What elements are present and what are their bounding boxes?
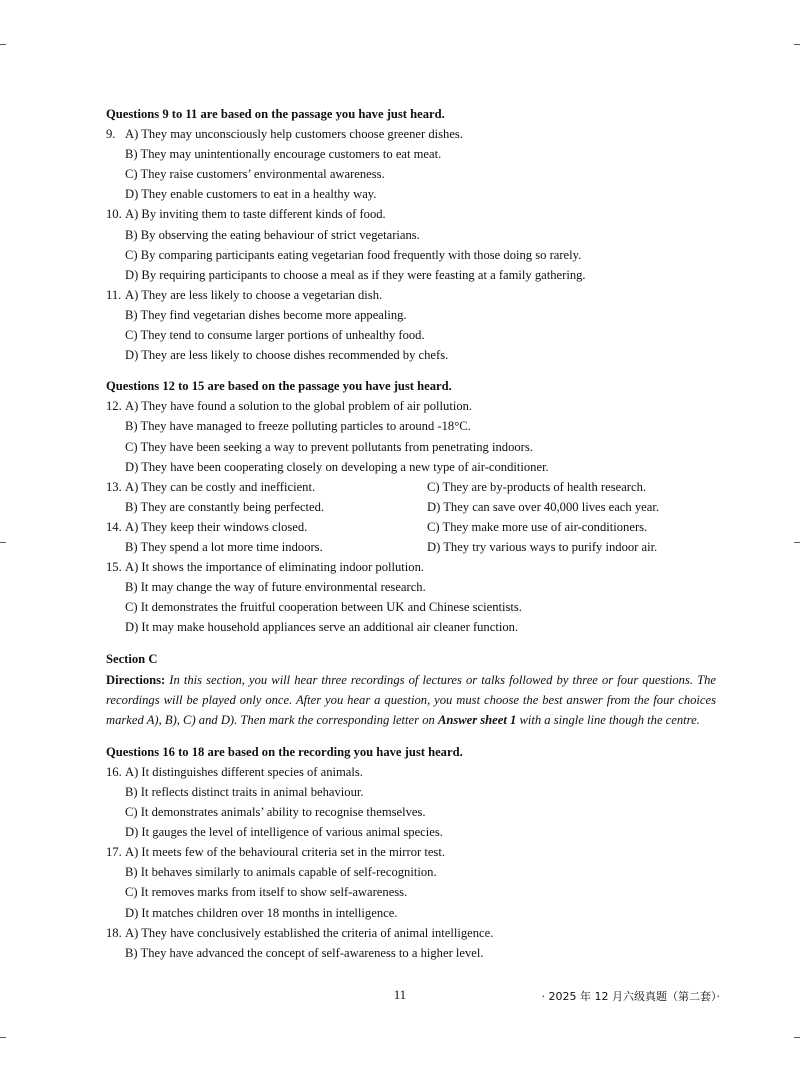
crop-mark <box>794 1037 800 1038</box>
question-line <box>106 782 716 802</box>
option-d: D) They try various ways to purify indoor air. <box>427 539 658 554</box>
option-a: A) It shows the importance of eliminating indoor pollution. <box>125 560 425 575</box>
option-a: A) They may unconsciously help customers choose greener dishes. <box>125 127 463 142</box>
exam-source-footer: · 2025 年 12 月六级真题（第二套）· <box>541 990 720 1003</box>
question-number: 12. <box>106 399 122 414</box>
question-line <box>106 325 716 345</box>
question-number: 11. <box>106 287 122 302</box>
directions-text: with a single line though the centre. <box>516 712 700 727</box>
question-group-heading: Questions 12 to 15 are based on the passage you have just heard. <box>106 379 452 394</box>
option-b: B) It behaves similarly to animals capable of self-recognition. <box>125 865 437 880</box>
question-16 <box>106 762 716 782</box>
option-d: D) It may make household appliances serve an additional air cleaner function. <box>125 620 519 635</box>
option-a: A) They keep their windows closed. <box>125 519 308 534</box>
question-11 <box>106 285 716 305</box>
option-c: C) They have been seeking a way to prevent pollutants from penetrating indoors. <box>125 439 533 454</box>
question-group-heading: Questions 9 to 11 are based on the passage you have just heard. <box>106 107 445 121</box>
directions-label: Directions: <box>106 672 166 687</box>
crop-mark <box>794 44 800 45</box>
question-14 <box>106 517 716 537</box>
option-b: B) They are constantly being perfected. <box>125 499 325 514</box>
option-a: A) By inviting them to taste different kinds of food. <box>125 207 386 222</box>
question-17 <box>106 842 716 862</box>
crop-mark <box>0 542 6 543</box>
question-number: 15. <box>106 560 122 575</box>
option-a: A) It meets few of the behavioural criteria set in the mirror test. <box>125 845 445 860</box>
question-line <box>106 437 716 457</box>
question-group-heading: Questions 16 to 18 are based on the recording you have just heard. <box>106 744 463 759</box>
option-a: A) They are less likely to choose a vegetarian dish. <box>125 287 383 302</box>
page-number: 11 <box>393 988 407 1002</box>
question-13 <box>106 477 716 497</box>
option-d: D) It matches children over 18 months in intelligence. <box>125 905 398 920</box>
question-10 <box>106 204 716 224</box>
question-line <box>106 265 716 285</box>
crop-mark <box>794 542 800 543</box>
question-number: 18. <box>106 925 122 940</box>
option-c: C) It demonstrates animals’ ability to recognise themselves. <box>125 805 426 820</box>
question-18 <box>106 923 716 943</box>
option-b: B) By observing the eating behaviour of strict vegetarians. <box>125 227 420 242</box>
option-d: D) They can save over 40,000 lives each year. <box>427 499 659 514</box>
question-line <box>106 345 716 365</box>
option-b: B) They find vegetarian dishes become more appealing. <box>125 307 407 322</box>
question-line <box>106 305 716 325</box>
question-line <box>106 497 716 517</box>
question-line <box>106 617 716 637</box>
question-line <box>106 225 716 245</box>
directions-text: In this section, you will hear three recordings of lectures or talks followed by three or four questions. The recordings will be played only once. After you hear a question, you must choose the best answer from the four choices marked A), B), C) and D). Then mark the corresponding letter on <box>106 672 716 727</box>
section-directions <box>106 670 716 730</box>
option-a: A) They have conclusively established the criteria of animal intelligence. <box>125 925 494 940</box>
question-line <box>106 802 716 822</box>
question-line <box>106 882 716 902</box>
option-b: B) They may unintentionally encourage customers to eat meat. <box>125 147 442 162</box>
question-line <box>106 862 716 882</box>
question-line <box>106 416 716 436</box>
question-line <box>106 164 716 184</box>
option-c: C) They are by-products of health research. <box>427 479 647 494</box>
question-line <box>106 903 716 923</box>
option-c: C) They make more use of air-conditioners. <box>427 519 648 534</box>
option-b: B) It reflects distinct traits in animal behaviour. <box>125 785 364 799</box>
question-line <box>106 537 716 557</box>
option-d: D) It gauges the level of intelligence of various animal species. <box>125 825 443 840</box>
exam-content <box>106 104 716 963</box>
question-line <box>106 943 716 963</box>
question-number: 10. <box>106 207 122 222</box>
option-c: C) They raise customers’ environmental awareness. <box>125 167 385 182</box>
option-a: A) They have found a solution to the global problem of air pollution. <box>125 399 473 414</box>
option-d: D) They have been cooperating closely on developing a new type of air-conditioner. <box>125 459 549 474</box>
answer-sheet-ref: Answer sheet 1 <box>437 712 517 727</box>
question-line <box>106 577 716 597</box>
option-d: D) They enable customers to eat in a healthy way. <box>125 187 377 202</box>
section-title: Section C <box>106 652 158 667</box>
option-d: D) By requiring participants to choose a meal as if they were feasting at a family gathering. <box>125 267 586 282</box>
question-line <box>106 597 716 617</box>
option-b: B) They have managed to freeze polluting particles to around -18°C. <box>125 419 471 434</box>
question-9 <box>106 124 716 144</box>
question-15 <box>106 557 716 577</box>
question-line <box>106 822 716 842</box>
option-b: B) They have advanced the concept of self-awareness to a higher level. <box>125 945 484 960</box>
crop-mark <box>0 44 6 45</box>
question-number: 14. <box>106 519 122 534</box>
question-line <box>106 144 716 164</box>
option-c: C) It demonstrates the fruitful cooperation between UK and Chinese scientists. <box>125 600 522 615</box>
question-line <box>106 457 716 477</box>
option-c: C) By comparing participants eating vegetarian food frequently with those doing so rarely. <box>125 247 582 262</box>
option-a: A) They can be costly and inefficient. <box>125 479 316 494</box>
option-c: C) It removes marks from itself to show self-awareness. <box>125 885 408 900</box>
option-b: B) They spend a lot more time indoors. <box>125 539 323 554</box>
question-number: 16. <box>106 764 122 779</box>
option-b: B) It may change the way of future environmental research. <box>125 580 426 595</box>
question-number: 9. <box>106 127 116 142</box>
option-d: D) They are less likely to choose dishes recommended by chefs. <box>125 348 449 363</box>
question-line <box>106 245 716 265</box>
question-number: 13. <box>106 479 122 494</box>
option-a: A) It distinguishes different species of animals. <box>125 764 363 779</box>
question-line <box>106 184 716 204</box>
question-number: 17. <box>106 845 122 860</box>
crop-mark <box>0 1037 6 1038</box>
option-c: C) They tend to consume larger portions of unhealthy food. <box>125 328 425 343</box>
question-12 <box>106 396 716 416</box>
